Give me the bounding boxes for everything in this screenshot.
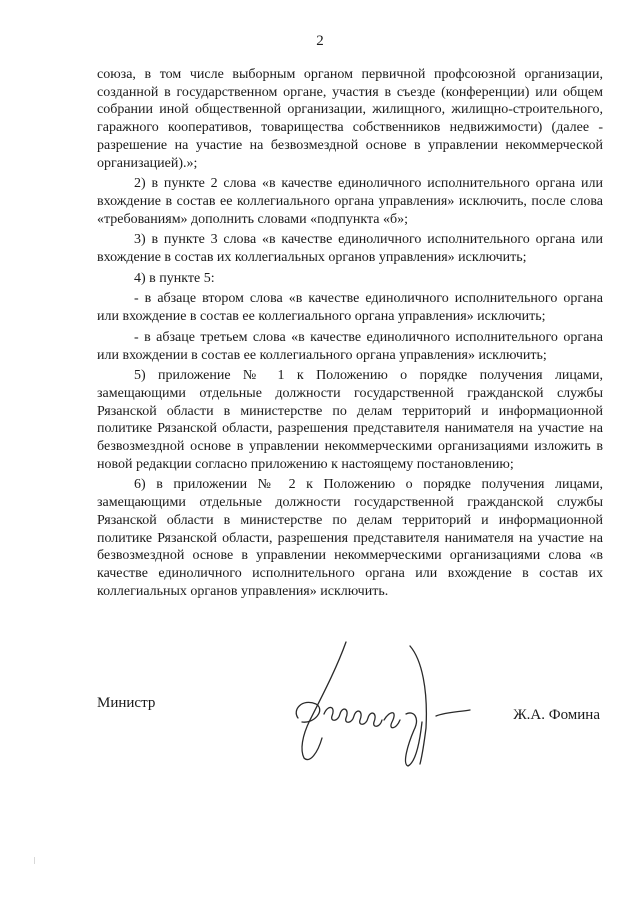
- paragraph-item-3: 3) в пункте 3 слова «в качестве единоличного исполнительного органа или вхождение в состав их коллегиальных органов управления» исключить;: [97, 232, 603, 266]
- signatory-position: Министр: [97, 695, 156, 711]
- paragraph-item-6: 6) в приложении № 2 к Положению о порядке получения лицами, замещающими отдельные должности государственной гражданской службы Рязанской области в министерстве по делам территорий и информационной политике Рязанской области, разрешения представителя нанимателя на участие на безвозмездной основе в управлении некоммерческими организациями слова «в качестве единоличного исполнительного органа или вхождение в состав их коллегиальных органов управления» исключить.: [97, 477, 603, 599]
- paragraph-continuation: союза, в том числе выборным органом первичной профсоюзной организации, созданной в государственном органе, участия в съезде (конференции) или общем собрании иной общественной организации, жилищного, жилищно-строительного, гаражного кооперативов, товарищества собственников недвижимости) (далее - разрешение на участие на безвозмездной основе в управлении некоммерческой организацией).»;: [97, 67, 603, 171]
- paragraph-item-4-sub-2: - в абзаце третьем слова «в качестве единоличного исполнительного органа или вхождении в состав ее коллегиального органа управления» исключить;: [97, 329, 603, 363]
- paragraph-item-4: 4) в пункте 5:: [134, 270, 215, 286]
- signatory-name: Ж.А. Фомина: [513, 707, 600, 723]
- paragraph-item-5: 5) приложение № 1 к Положению о порядке получения лицами, замещающими отдельные должности государственной гражданской службы Рязанской области в министерстве по делам территорий и информационной политике Рязанской области, разрешения представителя нанимателя на участие на безвозмездной основе в управлении некоммерческими организациями изложить в новой редакции согласно приложению к настоящему постановлению;: [97, 368, 603, 472]
- page-number: 2: [316, 33, 324, 49]
- signature-block: [97, 695, 600, 755]
- scan-artifact: [34, 857, 35, 864]
- document-body: [97, 66, 603, 603]
- paragraph-item-4-sub-1: - в абзаце втором слова «в качестве единоличного исполнительного органа или вхождение в состав ее коллегиального органа управления» исключить;: [97, 291, 603, 325]
- paragraph-item-2: 2) в пункте 2 слова «в качестве единоличного исполнительного органа или вхождение в состав ее коллегиального органа управления» исключить, после слова «требованиям» дополнить словами «подпункта «б»;: [97, 176, 603, 227]
